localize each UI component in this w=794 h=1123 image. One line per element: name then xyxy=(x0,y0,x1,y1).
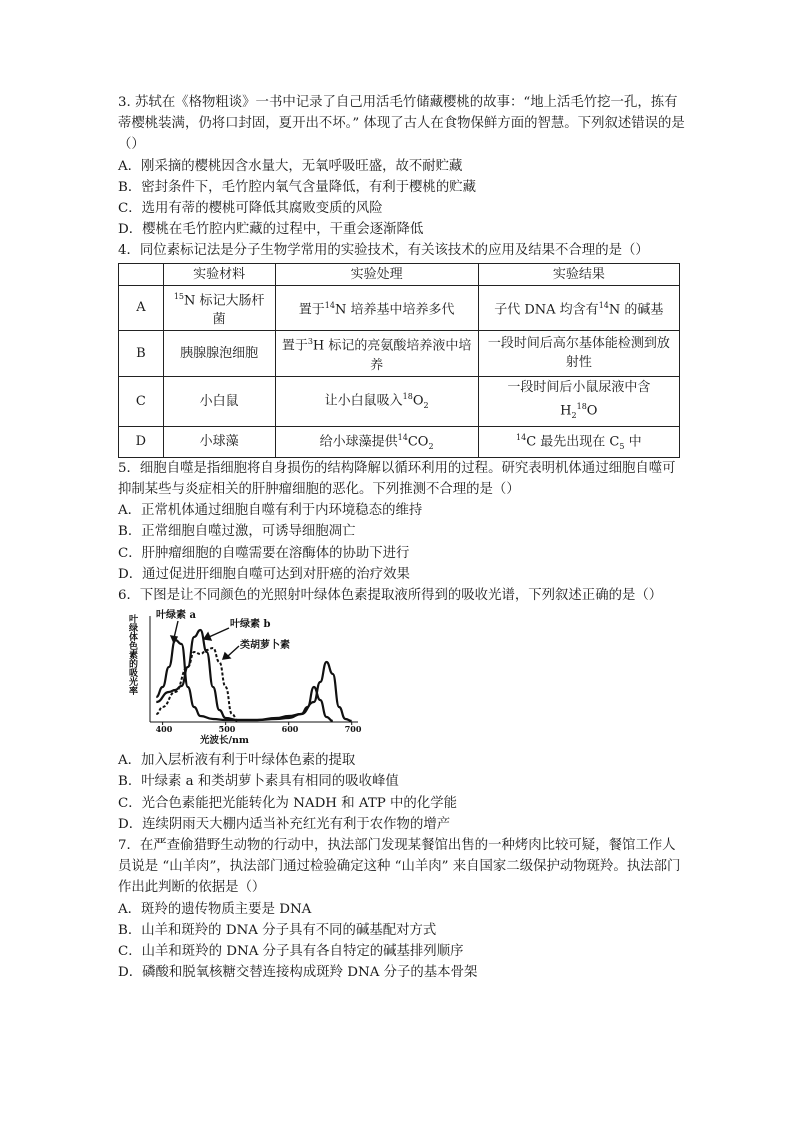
absorption-spectrum-chart xyxy=(122,608,362,748)
legend-label-chlorophyll-a: 叶绿素 a xyxy=(156,610,196,622)
row-treatment: 给小球藻提供$^{14}CO_2$ xyxy=(275,426,478,457)
chart-svg xyxy=(122,608,362,748)
y-axis-label: 叶绿体色素的吸光率 xyxy=(127,614,137,696)
x-tick-label: 700 xyxy=(344,724,362,735)
row-material: $^{15}$N 标记大肠杆菌 xyxy=(163,285,275,330)
row-treatment: 让小白鼠吸入$^{18}O_2$ xyxy=(275,376,478,426)
question-5 xyxy=(118,458,688,585)
x-axis-label: 光波长/nm xyxy=(200,735,249,747)
row-result: 一段时间后高尔基体能检测到放射性 xyxy=(478,330,679,376)
legend-label-carotenoid: 类胡萝卜素 xyxy=(240,640,290,652)
question-5-option-b: B．正常细胞自噬过激，可诱导细胞凋亡 xyxy=(118,524,356,540)
question-3-option-d: D．樱桃在毛竹腔内贮藏的过程中，干重会逐渐降低 xyxy=(118,222,424,238)
row-material: 小白鼠 xyxy=(163,376,275,426)
question-6 xyxy=(118,585,688,835)
row-label: D xyxy=(119,426,164,457)
row-material: 小球藻 xyxy=(163,426,275,457)
question-6-stem: 6．下图是让不同颜色的光照射叶绿体色素提取液所得到的吸收光谱，下列叙述正确的是（） xyxy=(118,588,663,604)
question-5-stem: 5．细胞自噬是指细胞将自身损伤的结构降解以循环利用的过程。研究表明机体通过细胞自噬可抑制某些与炎症相关的肝肿瘤细胞的恶化。下列推测不合理的是（） xyxy=(118,460,676,497)
x-tick-label: 600 xyxy=(281,724,299,735)
question-6-option-b: B．叶绿素 a 和类胡萝卜素具有相同的吸收峰值 xyxy=(118,774,399,790)
question-3-option-c: C．选用有蒂的樱桃可降低其腐败变质的风险 xyxy=(118,201,383,217)
question-4 xyxy=(118,240,688,457)
row-label: C xyxy=(119,376,164,426)
question-3-option-b: B．密封条件下，毛竹腔内氧气含量降低，有利于樱桃的贮藏 xyxy=(118,179,476,195)
question-7-option-d: D．磷酸和脱氧核糖交替连接构成斑羚 DNA 分子的基本骨架 xyxy=(118,965,478,981)
row-label: B xyxy=(119,330,164,376)
pointer-arrows xyxy=(171,621,239,659)
row-label: A xyxy=(119,285,164,330)
row-material: 胰腺腺泡细胞 xyxy=(163,330,275,376)
question-7-option-c: C．山羊和斑羚的 DNA 分子具有各自特定的碱基排列顺序 xyxy=(118,944,464,960)
x-tick-label: 400 xyxy=(155,724,173,735)
question-7-stem: 7．在严查偷猎野生动物的行动中，执法部门发现某餐馆出售的一种烤肉比较可疑，餐馆工作人员说是 “山羊肉”，执法部门通过检验确定这种 “山羊肉” 来自国家二级保护动物斑羚。执法部门作出此判断的依据是（） xyxy=(118,838,681,896)
exam-page xyxy=(118,92,688,983)
table-row xyxy=(119,426,680,457)
row-treatment: 置于$^3$H 标记的亮氨酸培养液中培养 xyxy=(275,330,478,376)
question-7-option-a: A．斑羚的遗传物质主要是 DNA xyxy=(118,901,312,917)
x-tick-label: 500 xyxy=(218,724,236,735)
table-header-cell: 实验处理 xyxy=(275,263,478,285)
question-3 xyxy=(118,92,688,240)
question-6-option-a: A．加入层析液有利于叶绿体色素的提取 xyxy=(118,753,356,769)
table-header-cell: 实验结果 xyxy=(478,263,679,285)
question-5-option-a: A．正常机体通过细胞自噬有利于内环境稳态的维持 xyxy=(118,503,423,519)
question-7-option-b: B．山羊和斑羚的 DNA 分子具有不同的碱基配对方式 xyxy=(118,922,437,938)
row-result: 一段时间后小鼠尿液中含 $H_2^{18}O$ xyxy=(478,376,679,426)
table-row xyxy=(119,285,680,330)
question-5-option-c: C．肝肿瘤细胞的自噬需要在溶酶体的协助下进行 xyxy=(118,545,410,561)
question-6-option-c: C．光合色素能把光能转化为 NADH 和 ATP 中的化学能 xyxy=(118,795,457,811)
table-row xyxy=(119,330,680,376)
row-treatment: 置于$^{14}$N 培养基中培养多代 xyxy=(275,285,478,330)
question-5-option-d: D．通过促进肝细胞自噬可达到对肝癌的治疗效果 xyxy=(118,566,410,582)
question-4-stem: 4．同位素标记法是分子生物学常用的实验技术，有关该技术的应用及结果不合理的是（） xyxy=(118,243,649,259)
question-3-stem: 3. 苏轼在《格物粗谈》一书中记录了自己用活毛竹储藏樱桃的故事：“地上活毛竹挖一孔，拣有蒂樱桃装满，仍将口封固，夏开出不坏。” 体现了古人在食物保鲜方面的智慧。下列叙述错误的是（） xyxy=(118,95,685,153)
table-header-cell: 实验材料 xyxy=(163,263,275,285)
table-header-row xyxy=(119,263,680,285)
question-6-option-d: D．连续阴雨天大棚内适当补充红光有利于农作物的增产 xyxy=(118,816,451,832)
question-3-option-a: A．刚采摘的樱桃因含水量大，无氧呼吸旺盛，故不耐贮藏 xyxy=(118,158,463,174)
row-result: 子代 DNA 均含有$^{14}$N 的碱基 xyxy=(478,285,679,330)
table-row xyxy=(119,376,680,426)
table-header-cell xyxy=(119,263,164,285)
row-result: $^{14}$C 最先出现在 $C_5$ 中 xyxy=(478,426,679,457)
legend-label-chlorophyll-b: 叶绿素 b xyxy=(230,619,271,631)
question-7 xyxy=(118,835,688,983)
experiment-table xyxy=(118,263,680,458)
